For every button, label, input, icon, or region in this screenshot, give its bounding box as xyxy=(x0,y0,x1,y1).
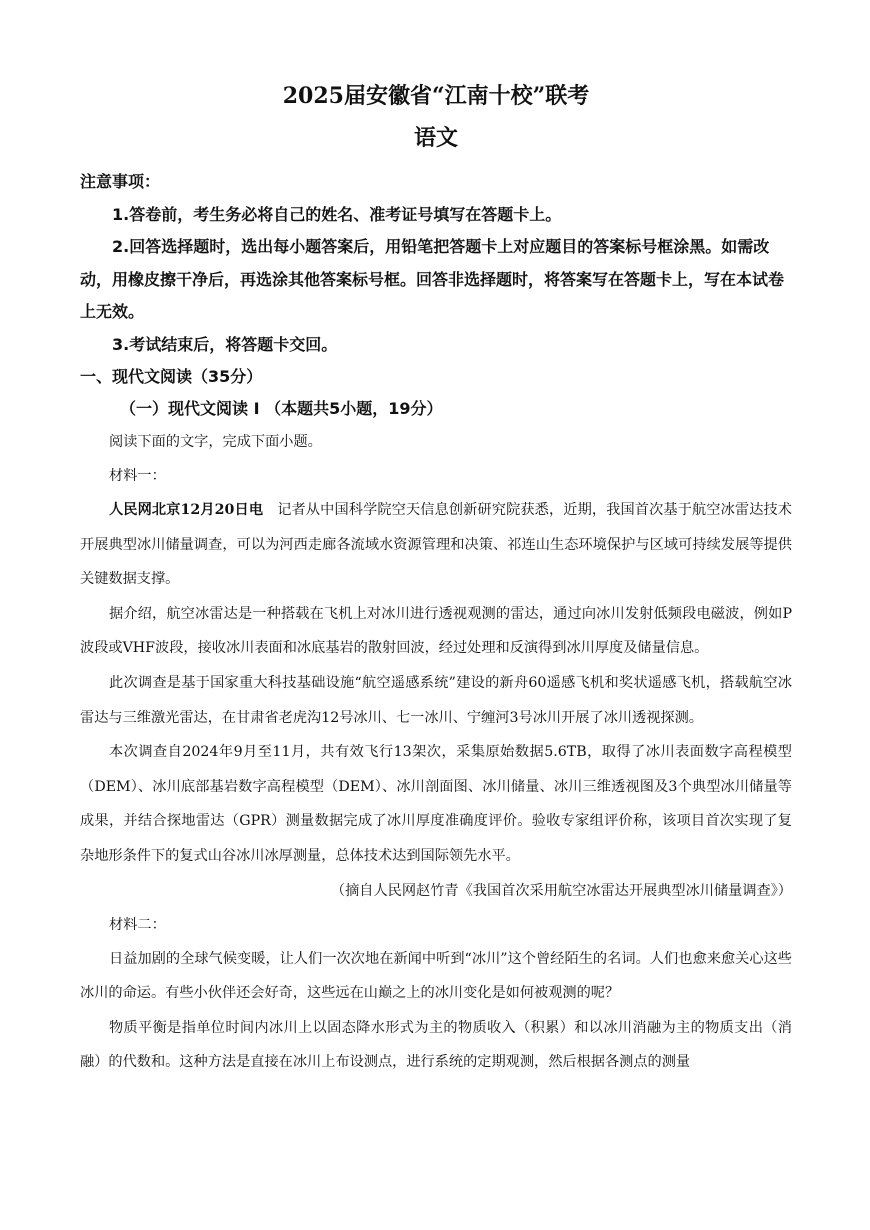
material2-paragraph-2: 物质平衡是指单位时间内冰川上以固态降水形式为主的物质收入（积累）和以冰川消融为主的物质支出（消融）的代数和。这种方法是直接在冰川上布设测点，进行系统的定期观测，然后根据各测点的测量 xyxy=(80,1019,792,1071)
notice-block xyxy=(80,166,792,361)
news-dateline: 人民网北京12月20日电 xyxy=(109,502,264,518)
material1-source: （摘自人民网赵竹青《我国首次采用航空冰雷达开展典型冰川储量调查》） xyxy=(330,882,792,899)
notice-item-3: 3.考试结束后，将答题卡交回。 xyxy=(112,334,338,354)
section-heading: 一、现代文阅读（35分） xyxy=(80,367,263,386)
material2-paragraph-1: 日益加剧的全球气候变暖，让人们一次次地在新闻中听到“冰川”这个曾经陌生的名词。人们也愈来愈关心这些冰川的命运。有些小伙伴还会好奇，这些远在山巅之上的冰川变化是如何被观测的呢？ xyxy=(80,950,792,1002)
reading-instruction: 阅读下面的文字，完成下面小题。 xyxy=(109,434,322,450)
subsection-heading: （一）现代文阅读 Ⅰ （本题共5小题，19分） xyxy=(120,399,443,418)
notice-item-2: 2.回答选择题时，选出每小题答案后，用铅笔把答题卡上对应题目的答案标号框涂黑。如需改动，用橡皮擦干净后，再选涂其他答案标号框。回答非选择题时，将答案写在答题卡上，写在本试卷上无效。 xyxy=(80,237,785,321)
material1-paragraph-4: 本次调查自2024年9月至11月，共有效飞行13架次，采集原始数据5.6TB，取得了冰川表面数字高程模型（DEM）、冰川底部基岩数字高程模型（DEM）、冰川剖面图、冰川储量、冰川三维透视图及3个典型冰川储量等成果，并结合探地雷达（GPR）测量数据完成了冰川厚度准确度评价。验收专家组评价称，该项目首次实现了复杂地形条件下的复式山谷冰川冰厚测量，总体技术达到国际领先水平。 xyxy=(80,744,792,864)
exam-page xyxy=(80,80,792,1080)
material1-paragraph-2: 据介绍，航空冰雷达是一种搭载在飞机上对冰川进行透视观测的雷达，通过向冰川发射低频段电磁波，例如P波段或VHF波段，接收冰川表面和冰底基岩的散射回波，经过处理和反演得到冰川厚度及储量信息。 xyxy=(80,605,792,657)
exam-title: 2025届安徽省“江南十校”联考 xyxy=(282,83,590,109)
material1-paragraph-3: 此次调查是基于国家重大科技基础设施“航空遥感系统”建设的新舟60遥感飞机和奖状遥感飞机，搭载航空冰雷达与三维激光雷达，在甘肃省老虎沟12号冰川、七一冰川、宁缠河3号冰川开展了冰川透视探测。 xyxy=(80,674,792,726)
notice-heading: 注意事项： xyxy=(80,172,161,191)
material1-paragraph-1-text: 记者从中国科学院空天信息创新研究院获悉，近期，我国首次基于航空冰雷达技术开展典型冰川储量调查，可以为河西走廊各流域水资源管理和决策、祁连山生态环境保护与区域可持续发展等提供关键数据支撑。 xyxy=(80,502,792,588)
material2-label: 材料二： xyxy=(109,916,166,933)
material1-label: 材料一： xyxy=(109,468,166,484)
material1-paragraph-1 xyxy=(80,493,792,597)
subject-title: 语文 xyxy=(413,125,458,151)
notice-item-1: 1.答卷前，考生务必将自己的姓名、准考证号填写在答题卡上。 xyxy=(112,204,562,224)
